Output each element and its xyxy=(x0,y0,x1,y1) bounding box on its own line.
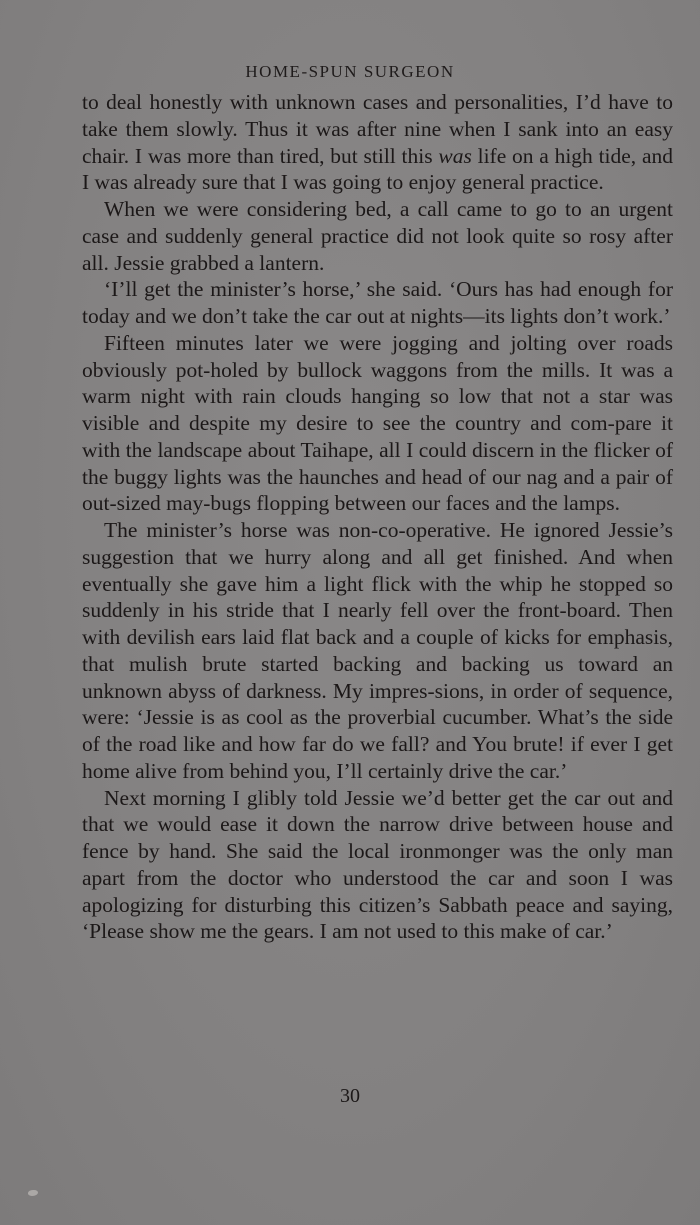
paragraph xyxy=(82,89,673,196)
paragraph-text: life on a high tide, and I was already sure that I was going to enjoy general practice. xyxy=(82,143,673,195)
paragraph-text: The minister’s horse was non-co-operative. He ignored Jessie’s suggestion that we hurry along and all get finished. And when eventually she gave him a light flick with the whip he stopped so suddenly in his stride that I nearly fell over the front-board. Then with devilish ears laid flat back and a couple of kicks for emphasis, that mulish brute started backing and backing us toward an unknown abyss of darkness. My impres-sions, in order of sequence, were: ‘Jessie is as cool as the proverbial cucumber. What’s the side of the road like and how far do we fall? and You brute! if ever I get home alive from behind you, I’ll certainly drive the car.’ xyxy=(82,518,673,783)
paragraph xyxy=(82,276,673,330)
emphasis-text: was xyxy=(438,143,472,168)
paragraph-text: When we were considering bed, a call came to go to an urgent case and suddenly general practice did not look quite so rosy after all. Jessie grabbed a lantern. xyxy=(82,197,673,275)
paragraph-text: ‘I’ll get the minister’s horse,’ she said. ‘Ours has had enough for today and we don’t take the car out at nights—its lights don’t work.’ xyxy=(82,277,673,328)
paragraph-text: Fifteen minutes later we were jogging and jolting over roads obviously pot-holed by bullock waggons from the mills. It was a warm night with rain clouds hanging so low that not a star was visible and despite my desire to see the country and com-pare it with the landscape about Taihape, all I could discern in the flicker of the buggy lights was the haunches and head of our nag and a pair of out-sized may-bugs flopping between our faces and the lamps. xyxy=(82,330,673,516)
paragraph-text: Next morning I glibly told Jessie we’d better get the car out and that we would ease it down the narrow drive between house and fence by hand. She said the local ironmonger was the only man apart from the doctor who understood the car and soon I was apologizing for disturbing this citizen’s Sabbath peace and saying, ‘Please show me the gears. I am not used to this make of car.’ xyxy=(82,785,673,944)
body-text xyxy=(82,89,673,945)
paragraph-text: to deal honestly with unknown cases and personalities, I’d have to take them slowly. Thus it was after nine when I sank into an easy chair. I was more than tired, but still this xyxy=(82,90,673,168)
paragraph xyxy=(82,517,673,785)
paragraph xyxy=(82,785,673,946)
running-head: HOME-SPUN SURGEON xyxy=(245,62,455,81)
page-number: 30 xyxy=(340,1085,360,1107)
paragraph xyxy=(82,330,673,517)
paragraph xyxy=(82,196,673,276)
paper-blemish xyxy=(28,1190,38,1196)
